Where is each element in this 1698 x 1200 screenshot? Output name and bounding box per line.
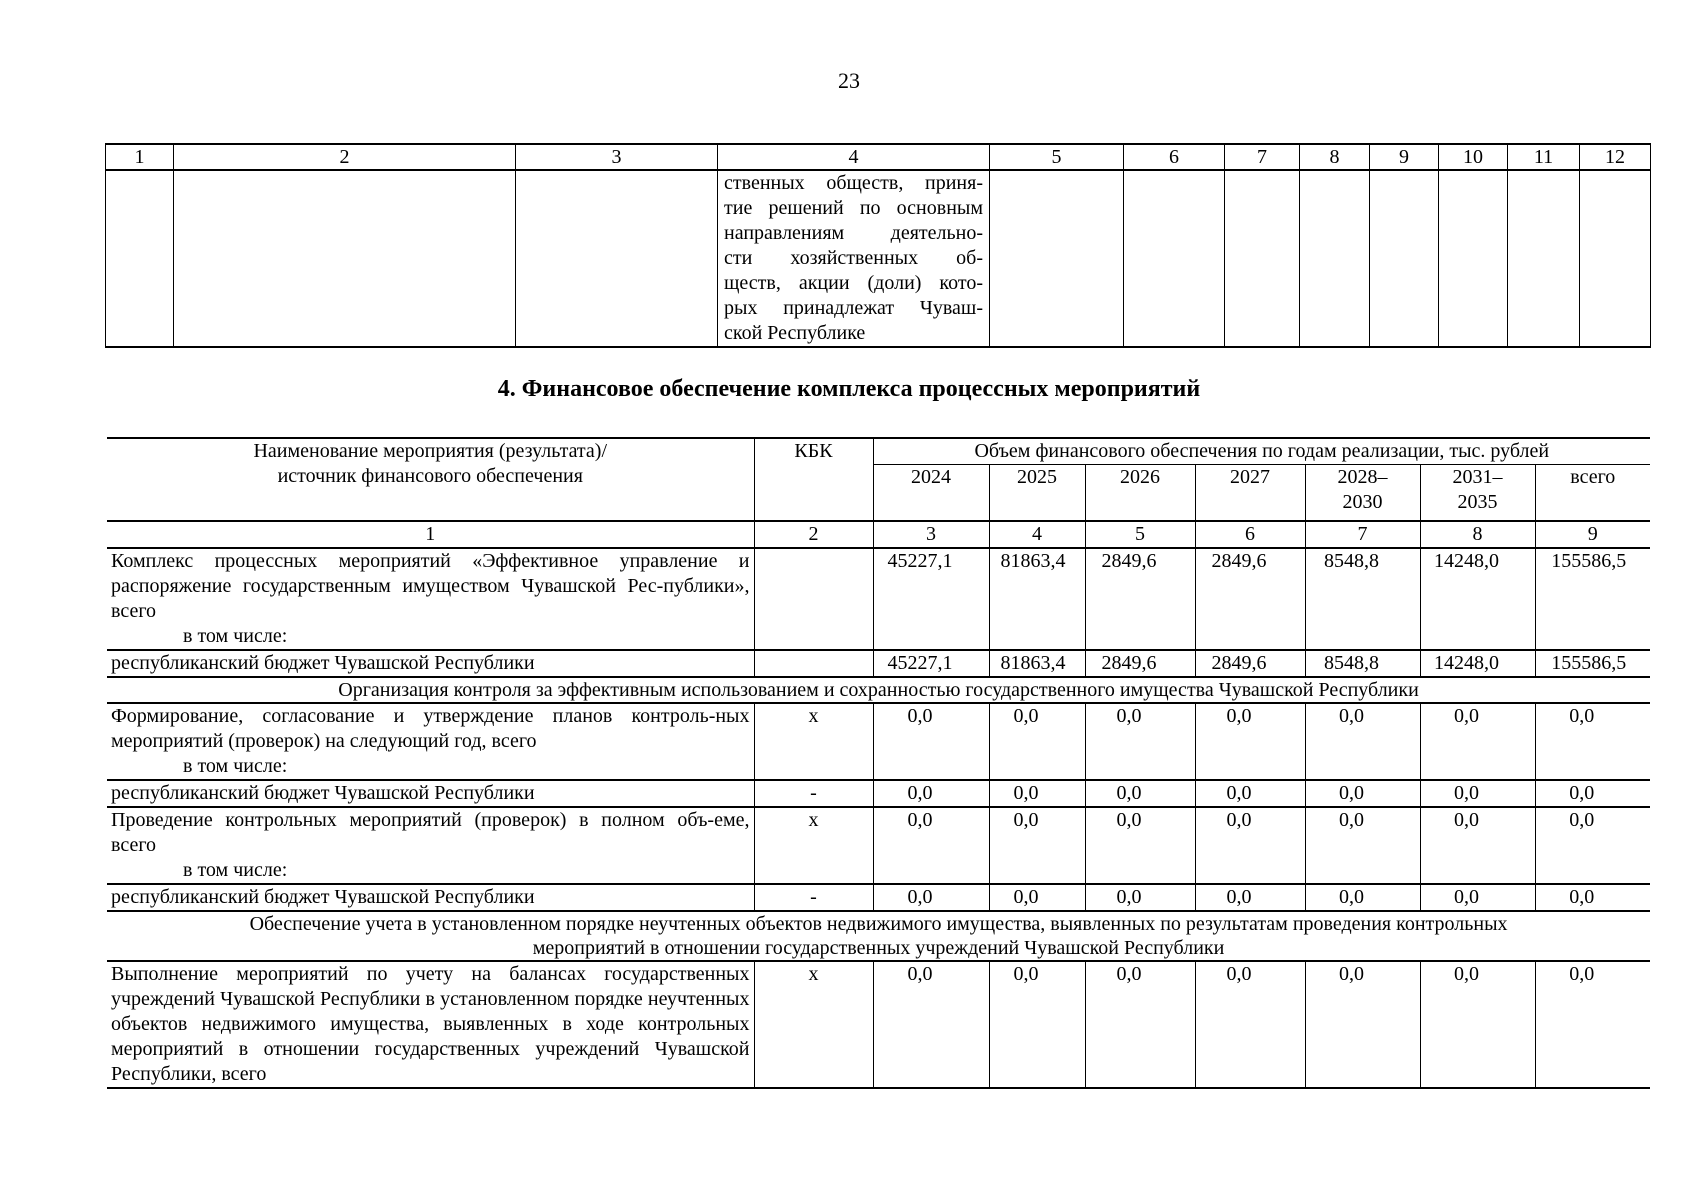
activity-name-cell xyxy=(107,807,754,884)
column-number: 5 xyxy=(1085,521,1195,548)
column-number-row xyxy=(107,521,1650,548)
column-number: 12 xyxy=(1580,144,1651,170)
value-cell: 0,0 xyxy=(989,807,1085,884)
value-cell: 0,0 xyxy=(1305,703,1420,780)
column-number: 8 xyxy=(1420,521,1535,548)
activity-name: Выполнение мероприятий по учету на балансах государственных учреждений Чувашской Республики в установленном порядке неучтенных объектов недвижимого имущества, выявленных в ходе контрольных мероприятий в отношении государственных учреждений Чувашской Республики, всего xyxy=(111,962,750,1085)
value-cell: 0,0 xyxy=(989,884,1085,911)
column-number: 6 xyxy=(1124,144,1225,170)
value-cell: 0,0 xyxy=(1420,884,1535,911)
continuation-table xyxy=(105,143,1651,348)
text-line: направлениям деятельно- xyxy=(724,222,983,244)
value-cell: 2849,6 xyxy=(1195,548,1305,650)
kbk-cell: x xyxy=(754,703,873,780)
kbk-cell xyxy=(754,650,873,677)
table-row xyxy=(107,961,1650,1088)
value-cell: 0,0 xyxy=(1085,884,1195,911)
value-cell: 0,0 xyxy=(1195,703,1305,780)
activity-description-cell xyxy=(718,170,990,347)
activity-name-cell xyxy=(107,548,754,650)
value-cell: 0,0 xyxy=(1420,961,1535,1088)
value-cell: 8548,8 xyxy=(1305,650,1420,677)
value-cell: 0,0 xyxy=(1420,807,1535,884)
column-number: 7 xyxy=(1225,144,1300,170)
text-line: сти хозяйственных об- xyxy=(724,247,983,269)
text-line: ществ, акции (доли) кото- xyxy=(724,272,983,294)
header-year: 2026 xyxy=(1085,465,1195,521)
text-line: рых принадлежат Чуваш- xyxy=(724,297,983,319)
value-cell: 155586,5 xyxy=(1535,548,1650,650)
column-number: 8 xyxy=(1300,144,1370,170)
header-year-line: 2030 xyxy=(1342,491,1383,513)
value-cell: 0,0 xyxy=(1420,703,1535,780)
table-cell xyxy=(1370,170,1439,347)
header-name-line: Наименование мероприятия (результата)/ xyxy=(253,440,608,462)
header-year-line: 2031– xyxy=(1452,466,1503,488)
value-cell: 0,0 xyxy=(1535,780,1650,807)
kbk-cell: x xyxy=(754,961,873,1088)
value-cell: 0,0 xyxy=(1420,780,1535,807)
header-year: всего xyxy=(1535,465,1650,521)
column-number: 9 xyxy=(1370,144,1439,170)
value-cell: 0,0 xyxy=(1535,703,1650,780)
value-cell: 2849,6 xyxy=(1085,548,1195,650)
table-row xyxy=(107,650,1650,677)
including-label: в том числе: xyxy=(183,754,288,777)
value-cell: 0,0 xyxy=(1195,961,1305,1088)
value-cell: 0,0 xyxy=(1195,884,1305,911)
value-cell: 0,0 xyxy=(873,807,989,884)
value-cell: 81863,4 xyxy=(989,548,1085,650)
header-volume-cell: Объем финансового обеспечения по годам реализации, тыс. рублей xyxy=(873,438,1650,465)
header-year xyxy=(1420,465,1535,521)
column-number: 4 xyxy=(989,521,1085,548)
including-label: в том числе: xyxy=(183,858,288,881)
table-header-row xyxy=(106,144,1651,170)
column-number: 2 xyxy=(174,144,516,170)
value-cell: 0,0 xyxy=(1305,807,1420,884)
column-number: 10 xyxy=(1439,144,1508,170)
table-cell xyxy=(516,170,718,347)
section-heading-line: мероприятий в отношении государственных учреждений Чувашской Республики xyxy=(532,936,1225,959)
source-name-cell: республиканский бюджет Чувашской Республики xyxy=(107,780,754,807)
value-cell: 81863,4 xyxy=(989,650,1085,677)
column-number: 1 xyxy=(106,144,174,170)
header-name-cell xyxy=(107,438,754,521)
section-title: 4. Финансовое обеспечение комплекса процессных мероприятий xyxy=(497,376,1201,402)
value-cell: 155586,5 xyxy=(1535,650,1650,677)
value-cell: 45227,1 xyxy=(873,548,989,650)
column-number: 7 xyxy=(1305,521,1420,548)
source-name-cell: республиканский бюджет Чувашской Республики xyxy=(107,884,754,911)
value-cell: 0,0 xyxy=(873,780,989,807)
table-row xyxy=(107,807,1650,884)
header-name-line: источник финансового обеспечения xyxy=(277,465,583,487)
column-number: 5 xyxy=(990,144,1124,170)
value-cell: 0,0 xyxy=(873,961,989,1088)
value-cell: 0,0 xyxy=(1535,807,1650,884)
section-heading xyxy=(107,911,1650,961)
table-row xyxy=(107,548,1650,650)
table-cell xyxy=(1508,170,1580,347)
header-year: 2027 xyxy=(1195,465,1305,521)
activity-name: Формирование, согласование и утверждение планов контроль-ных мероприятий (проверок) на следующий год, всего xyxy=(111,704,750,752)
value-cell: 0,0 xyxy=(989,961,1085,1088)
table-cell xyxy=(1439,170,1508,347)
section-row xyxy=(107,911,1650,961)
table-cell xyxy=(1124,170,1225,347)
header-year-line: 2035 xyxy=(1457,491,1498,513)
table-cell xyxy=(1300,170,1370,347)
value-cell: 0,0 xyxy=(1305,780,1420,807)
text-line: ственных обществ, приня- xyxy=(724,172,983,194)
kbk-cell: - xyxy=(754,780,873,807)
value-cell: 0,0 xyxy=(873,703,989,780)
value-cell: 0,0 xyxy=(1195,807,1305,884)
text-line: ской Республике xyxy=(724,322,866,344)
header-year-line: 2028– xyxy=(1337,466,1388,488)
value-cell: 0,0 xyxy=(1305,884,1420,911)
activity-name: Комплекс процессных мероприятий «Эффективное управление и распоряжение государственным имуществом Чувашской Рес-публики», всего xyxy=(111,549,750,622)
header-year: 2024 xyxy=(873,465,989,521)
table-cell xyxy=(1580,170,1651,347)
financing-table xyxy=(107,437,1650,1089)
table-cell xyxy=(990,170,1124,347)
value-cell: 0,0 xyxy=(1305,961,1420,1088)
value-cell: 0,0 xyxy=(1195,780,1305,807)
table-cell xyxy=(106,170,174,347)
column-number: 11 xyxy=(1508,144,1580,170)
header-year xyxy=(1305,465,1420,521)
header-year: 2025 xyxy=(989,465,1085,521)
section-heading: Организация контроля за эффективным использованием и сохранностью государственного имущества Чувашской Республики xyxy=(107,677,1650,703)
table-header-row xyxy=(107,438,1650,465)
text-line: тие решений по основным xyxy=(724,197,983,219)
value-cell: 8548,8 xyxy=(1305,548,1420,650)
table-row xyxy=(106,170,1651,347)
table-row xyxy=(107,703,1650,780)
column-number: 1 xyxy=(107,521,754,548)
value-cell: 2849,6 xyxy=(1195,650,1305,677)
table-cell xyxy=(1225,170,1300,347)
column-number: 2 xyxy=(754,521,873,548)
value-cell: 0,0 xyxy=(1085,961,1195,1088)
table-row xyxy=(107,780,1650,807)
column-number: 3 xyxy=(873,521,989,548)
kbk-cell: x xyxy=(754,807,873,884)
value-cell: 14248,0 xyxy=(1420,650,1535,677)
value-cell: 14248,0 xyxy=(1420,548,1535,650)
value-cell: 0,0 xyxy=(989,703,1085,780)
source-name-cell: республиканский бюджет Чувашской Республики xyxy=(107,650,754,677)
column-number: 6 xyxy=(1195,521,1305,548)
table-row xyxy=(107,884,1650,911)
value-cell: 0,0 xyxy=(1085,807,1195,884)
section-heading-line: Обеспечение учета в установленном порядке неучтенных объектов недвижимого имущества, выявленных по результатам проведения контрольных xyxy=(249,912,1508,935)
column-number: 3 xyxy=(516,144,718,170)
value-cell: 0,0 xyxy=(1535,961,1650,1088)
column-number: 9 xyxy=(1535,521,1650,548)
section-row xyxy=(107,677,1650,703)
value-cell: 0,0 xyxy=(989,780,1085,807)
value-cell: 0,0 xyxy=(873,884,989,911)
activity-name-cell xyxy=(107,961,754,1088)
kbk-cell xyxy=(754,548,873,650)
page-number: 23 xyxy=(838,68,860,93)
value-cell: 0,0 xyxy=(1085,703,1195,780)
activity-name-cell xyxy=(107,703,754,780)
value-cell: 2849,6 xyxy=(1085,650,1195,677)
table-cell xyxy=(174,170,516,347)
column-number: 4 xyxy=(718,144,990,170)
header-kbk-cell: КБК xyxy=(754,438,873,521)
including-label: в том числе: xyxy=(183,624,288,647)
activity-name: Проведение контрольных мероприятий (проверок) в полном объ-еме, всего xyxy=(111,808,750,856)
value-cell: 0,0 xyxy=(1535,884,1650,911)
value-cell: 45227,1 xyxy=(873,650,989,677)
value-cell: 0,0 xyxy=(1085,780,1195,807)
kbk-cell: - xyxy=(754,884,873,911)
